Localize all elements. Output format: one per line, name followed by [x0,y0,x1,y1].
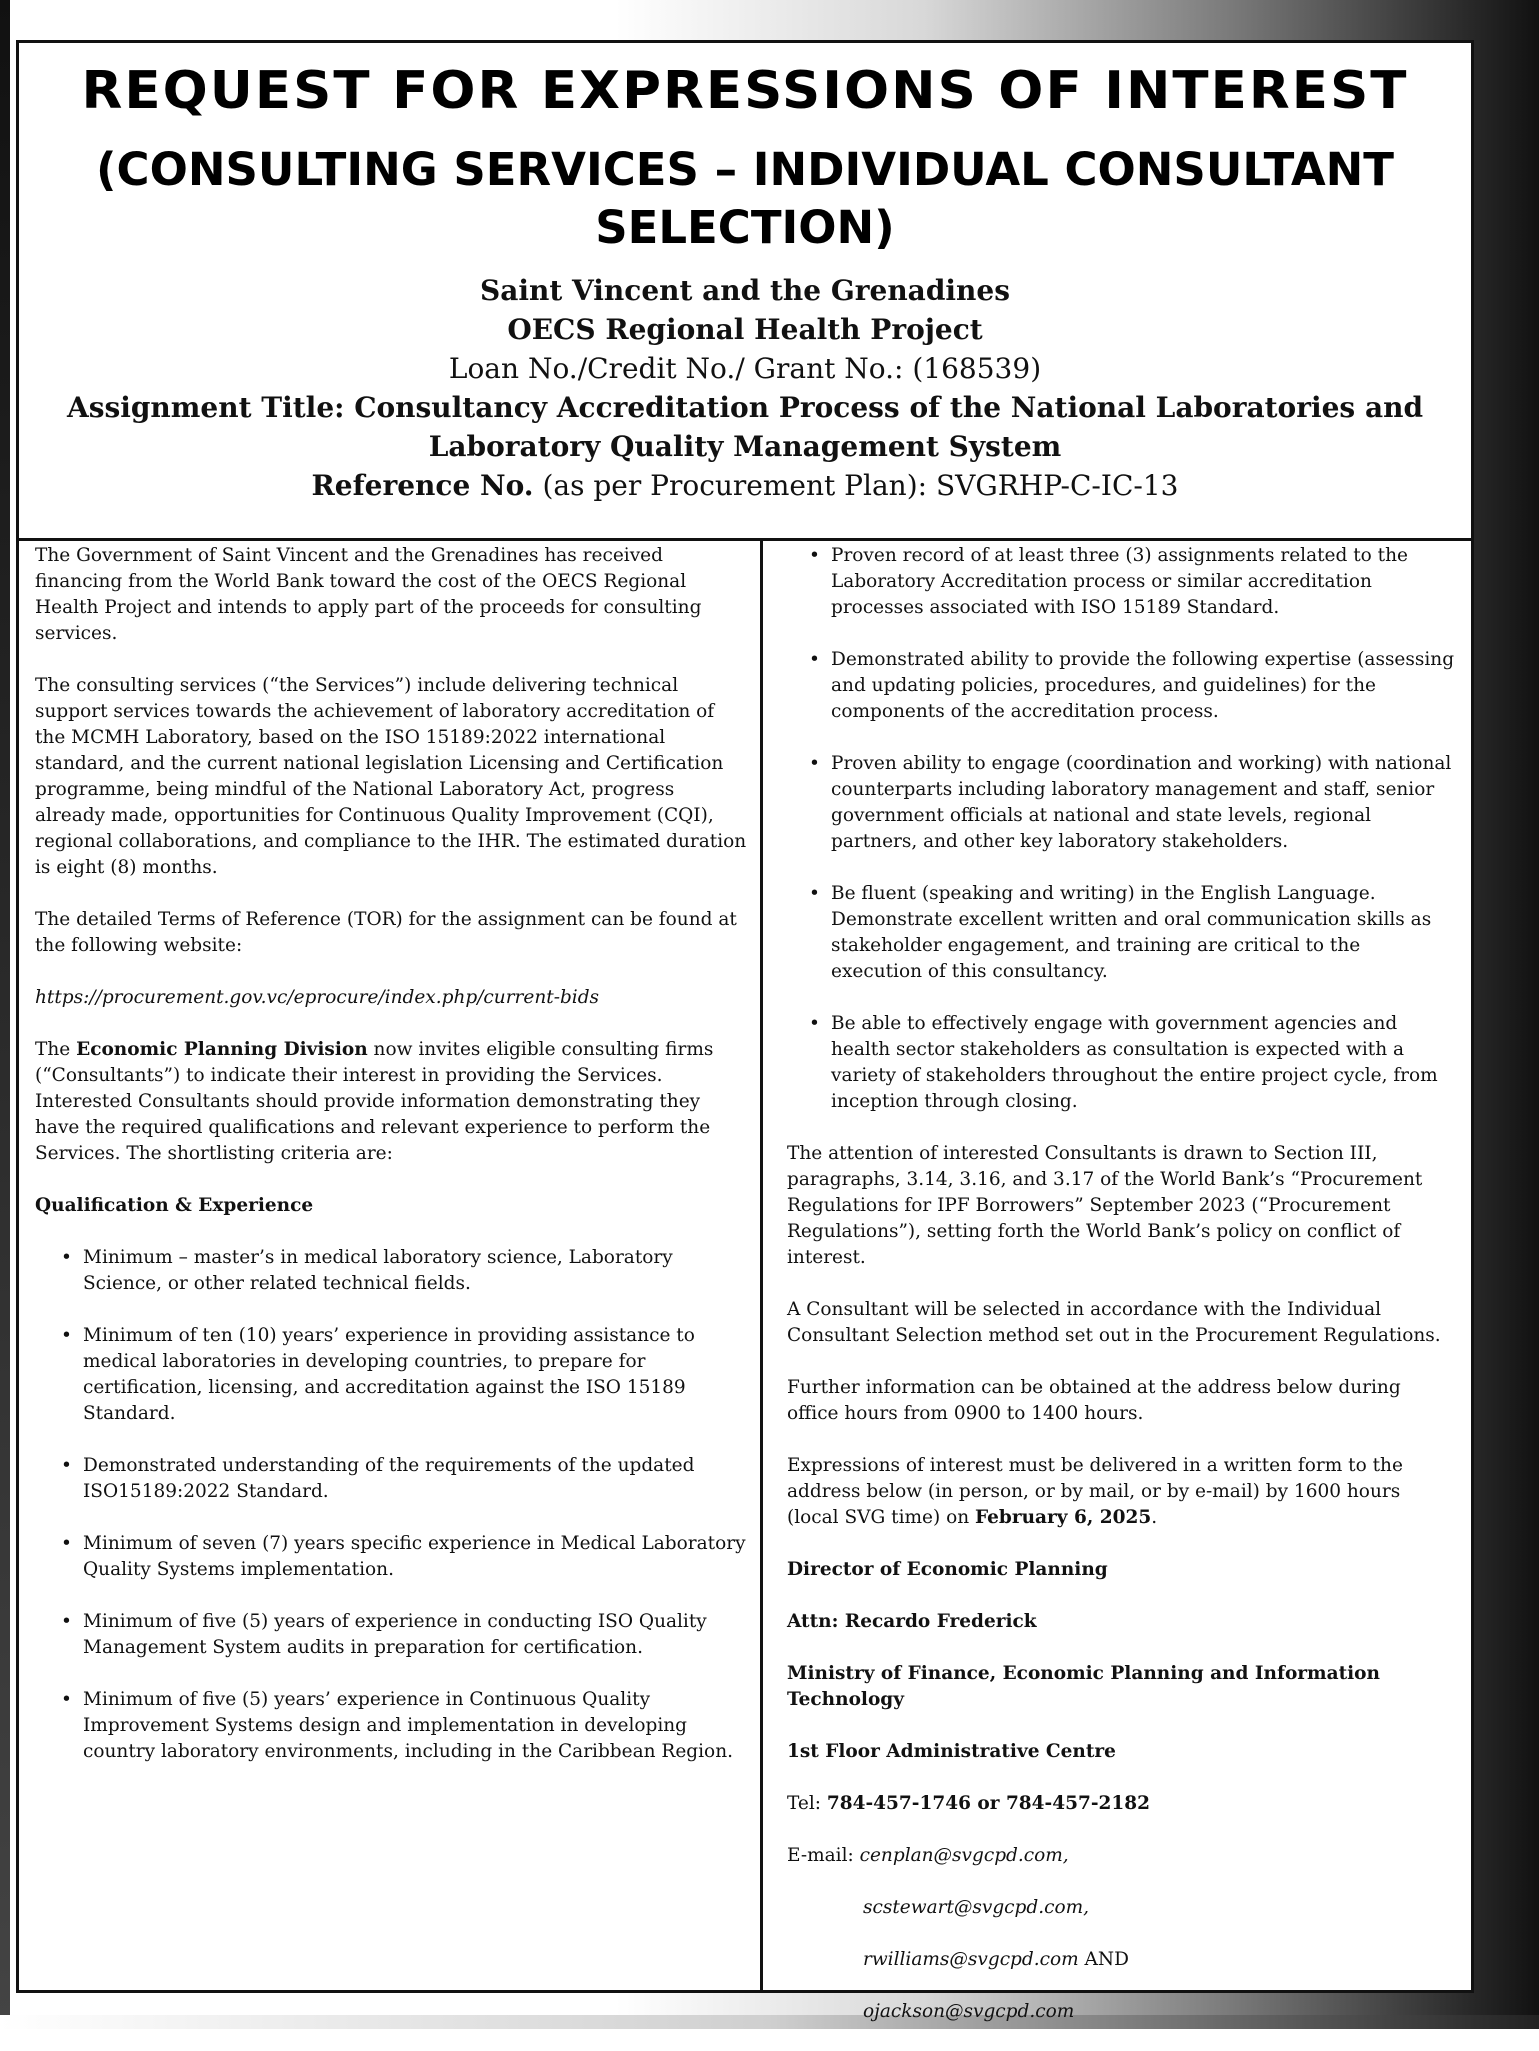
email-link[interactable]: cenplan@svgcpd.com, [859,1845,1069,1866]
email-label: E-mail: [787,1845,860,1866]
list-item-text: Proven ability to engage (coordination and working) with national counterparts including laboratory management and staff, senior government officials at national and state levels, regional partners, and other key laboratory stakeholders. [831,753,1452,852]
email-link[interactable]: rwilliams@svgcpd.com [863,1949,1079,1970]
loan-number: Loan No./Credit No./ Grant No.: (168539) [448,352,1042,385]
list-item-text: Proven record of at least three (3) assignments related to the Laboratory Accreditation process or similar accreditation processes associated with ISO 15189 Standard. [831,545,1408,618]
list-item [35,1453,747,1505]
bullet-icon: • [61,1247,72,1268]
list-item [787,543,1455,621]
bullet-icon: • [61,1455,72,1476]
office-hours-paragraph: Further information can be obtained at the address below during office hours from 0900 to 1400 hours. [787,1377,1401,1424]
contact-email [787,1999,1455,2025]
left-column [35,543,747,1791]
list-item [35,1323,747,1427]
bullet-icon: • [809,883,820,904]
contact-address: 1st Floor Administrative Centre [787,1741,1116,1762]
list-item [787,647,1455,725]
list-item [787,751,1455,855]
bullet-icon: • [809,753,820,774]
deadline-paragraph [787,1453,1455,1531]
tel-numbers: 784-457-1746 or 784-457-2182 [826,1793,1151,1814]
contact-block [787,1557,1455,2025]
bullet-icon: • [61,1325,72,1346]
contact-email [787,1843,1455,1869]
list-item-text: Be able to effectively engage with government agencies and health sector stakeholders as consultation is expected with a variety of stakeholders throughout the entire project cycle, from inception through closing. [831,1013,1438,1112]
deadline-date: February 6, 2025 [975,1507,1152,1528]
contact-email [787,1947,1455,1973]
tor-paragraph: The detailed Terms of Reference (TOR) for the assignment can be found at the following website: [35,909,737,956]
bullet-icon: • [61,1689,72,1710]
notice-subtitle: (CONSULTING SERVICES – INDIVIDUAL CONSULTANT SELECTION) [95,143,1394,254]
invitation-pre: The [35,1039,77,1060]
bullet-icon: • [809,649,820,670]
email-link[interactable]: scstewart@svgcpd.com, [863,1897,1090,1918]
reference-text: (as per Procurement Plan): SVGRHP-C-IC-13 [542,469,1179,502]
email-link[interactable]: ojackson@svgcpd.com [863,2001,1075,2022]
list-item-text: Demonstrated ability to provide the following expertise (assessing and updating policies, procedures, and guidelines) for the components of the accreditation process. [831,649,1455,722]
assignment-text: Consultancy Accreditation Process of the National Laboratories and Laboratory Quality Management System [354,391,1424,463]
bullet-icon: • [61,1533,72,1554]
contact-phone [787,1791,1455,1817]
tel-label: Tel: [787,1793,827,1814]
selection-paragraph: A Consultant will be selected in accordance with the Individual Consultant Selection method set out in the Procurement Regulations. [787,1299,1441,1346]
assignment-label: Assignment Title: [66,391,345,424]
contact-title: Director of Economic Planning [787,1559,1108,1580]
list-item-text: Minimum of ten (10) years’ experience in providing assistance to medical laboratories in developing countries, to prepare for certification, licensing, and accreditation against the ISO 15189 Standard. [83,1325,695,1424]
contact-ministry: Ministry of Finance, Economic Planning and Information Technology [787,1663,1380,1710]
bullet-icon: • [809,545,820,566]
invitation-paragraph [35,1037,747,1167]
list-item-text: Be fluent (speaking and writing) in the English Language. Demonstrate excellent written and oral communication skills as stakeholder engagement, and training are critical to the execution of this consultancy. [831,883,1432,982]
deadline-pre: Expressions of interest must be delivered in a written form to the address below (in person, or by mail, or by e-mail) by 1600 hours (local SVG time) on [787,1455,1403,1528]
list-item-text: Minimum – master’s in medical laboratory science, Laboratory Science, or other related technical fields. [83,1247,673,1294]
list-item-text: Demonstrated understanding of the requirements of the updated ISO15189:2022 Standard. [83,1455,695,1502]
experience-list [787,543,1455,1115]
bullet-icon: • [809,1013,820,1034]
invitation-post: now invites eligible consulting firms (“Consultants”) to indicate their interest in providing the Services. Interested Consultants should provide information demonstrating they have the required qualifications and relevant experience to perform the Services. The shortlisting criteria are: [35,1039,714,1164]
notice-header [19,43,1471,541]
right-column [787,543,1455,2051]
notice-title: REQUEST FOR EXPRESSIONS OF INTEREST [81,61,1409,121]
list-item [787,881,1455,985]
deadline-post: . [1151,1507,1158,1528]
list-item-text: Minimum of five (5) years of experience in conducting ISO Quality Management System audits in preparation for certification. [83,1611,707,1658]
financing-paragraph: The Government of Saint Vincent and the Grenadines has received financing from the World Bank toward the cost of the OECS Regional Health Project and intends to apply part of the proceeds for consulting services. [35,545,702,644]
list-item [35,1245,747,1297]
reference-label: Reference No. [311,469,534,502]
list-item [787,1011,1455,1115]
conflict-paragraph: The attention of interested Consultants is drawn to Section III, paragraphs, 3.14, 3.16, and 3.17 of the World Bank’s “Procurement Regulations for IPF Borrowers” September 2023 (“Procurement Regulations”), setting forth the World Bank’s policy on conflict of interest. [787,1143,1423,1268]
contact-email [787,1895,1455,1921]
reference-number [19,466,1471,505]
project-name: OECS Regional Health Project [507,313,983,346]
services-paragraph: The consulting services (“the Services”) include delivering technical support services towards the achievement of laboratory accreditation of the MCMH Laboratory, based on the ISO 15189:2022 international standard, and the current national legislation Licensing and Certification programme, being mindful of the National Laboratory Act, progress already made, opportunities for Continuous Quality Improvement (CQI), regional collaborations, and compliance to the IHR. The estimated duration is eight (8) months. [35,675,747,878]
list-item [35,1687,747,1765]
qualification-list [35,1245,747,1765]
notice-panel [16,40,1474,2022]
contact-attn: Attn: Recardo Frederick [787,1611,1037,1632]
list-item-text: Minimum of seven (7) years specific experience in Medical Laboratory Quality Systems implementation. [83,1533,746,1580]
email-and: AND [1078,1949,1129,1970]
qualification-heading: Qualification & Experience [35,1195,314,1216]
assignment-title [19,388,1471,466]
list-item-text: Minimum of five (5) years’ experience in Continuous Quality Improvement Systems design and implementation in developing country laboratory environments, including in the Caribbean Region. [83,1689,733,1762]
left-border-decoration [0,0,10,2029]
bullet-icon: • [61,1611,72,1632]
column-divider [760,541,763,1993]
list-item [35,1609,747,1661]
country-name: Saint Vincent and the Grenadines [480,274,1010,307]
list-item [35,1531,747,1583]
division-name: Economic Planning Division [76,1039,368,1060]
tor-link[interactable]: https://procurement.gov.vc/eprocure/index.php/current-bids [35,987,600,1008]
